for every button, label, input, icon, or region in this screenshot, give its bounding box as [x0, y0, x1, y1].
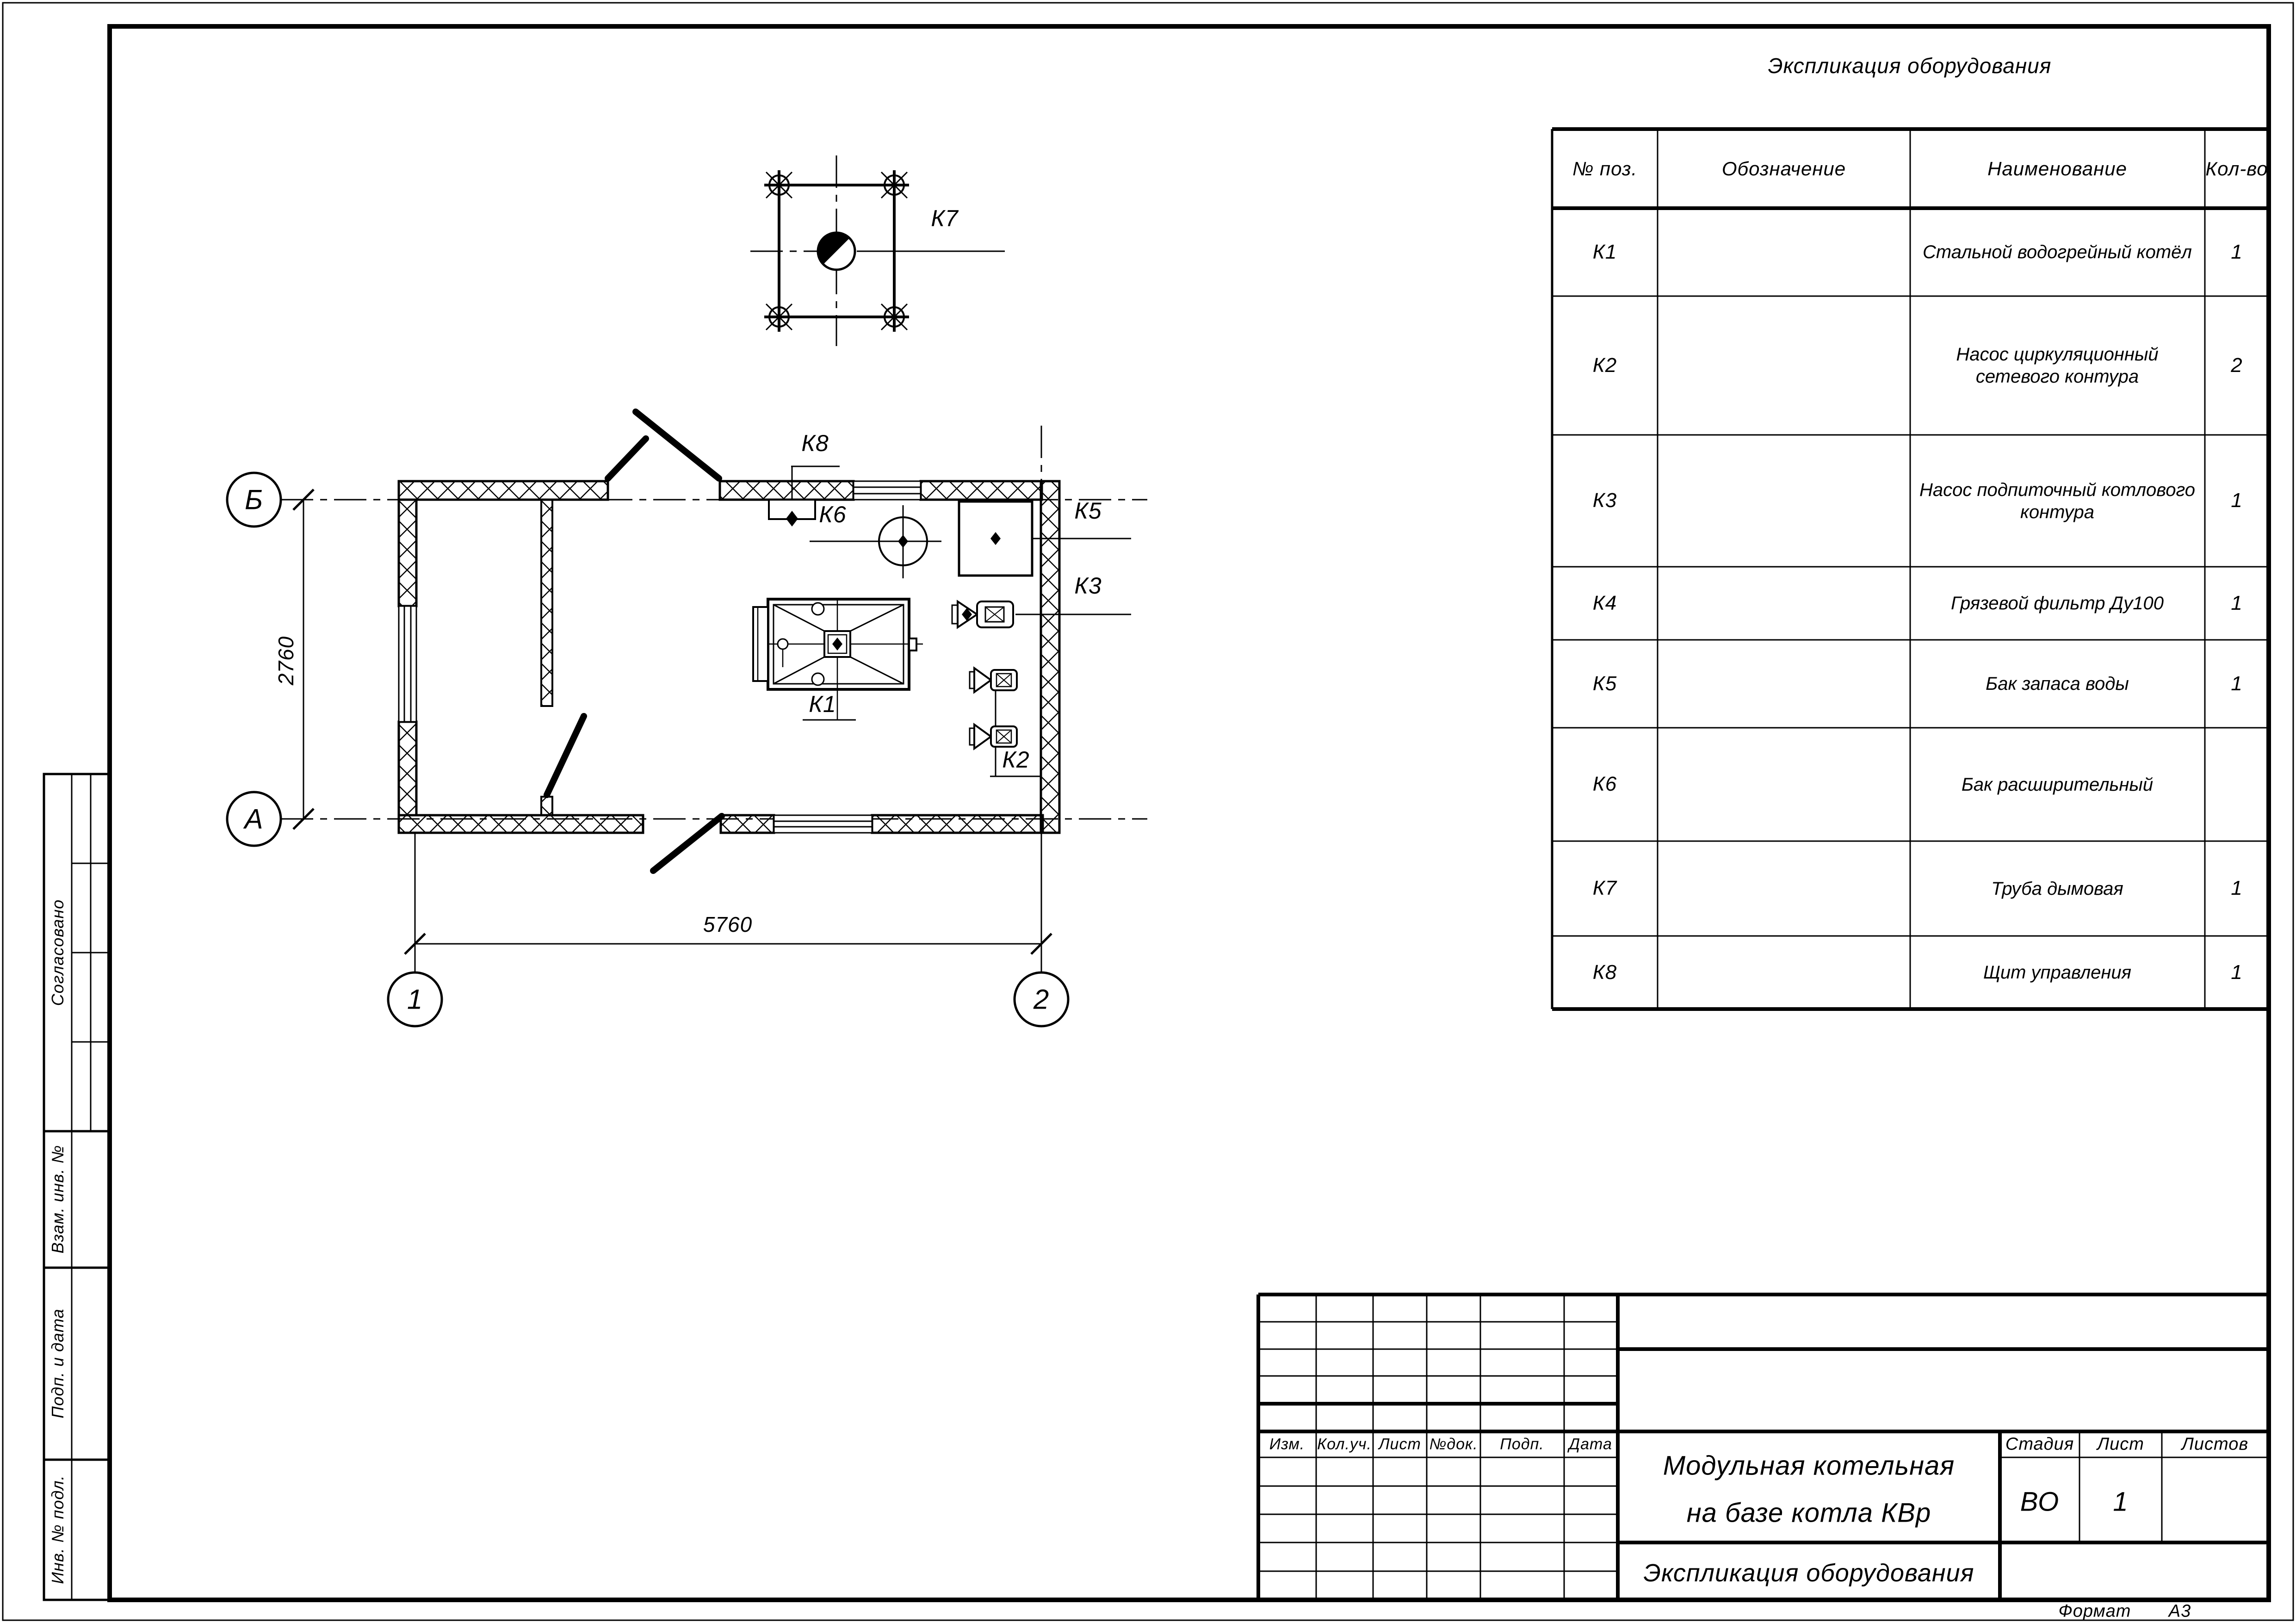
sidebar-inventory-original: Инв. № подл. [48, 1475, 67, 1584]
col-header-designation: Обозначение [1721, 158, 1846, 180]
table-row-name: Бак запаса воды [1986, 674, 2129, 694]
sheet-label: Лист [2097, 1434, 2144, 1454]
building-plan [227, 412, 1147, 1026]
revision-header-data: Дата [1569, 1435, 1612, 1453]
label-k5: К5 [1074, 498, 1102, 524]
table-row-name: Щит управления [1983, 962, 2132, 983]
equipment-table-title: Экспликация оборудования [1768, 54, 2052, 78]
project-title-line2: на базе котла КВр [1686, 1498, 1931, 1528]
label-k3: К3 [1074, 573, 1102, 599]
stage-label: Стадия [2005, 1434, 2074, 1454]
axis-label-b: Б [244, 484, 264, 515]
table-row-pos: К8 [1592, 961, 1617, 984]
table-row-pos: К5 [1592, 672, 1617, 695]
table-row-pos: К4 [1592, 592, 1617, 614]
sheets-label: Листов [2181, 1434, 2249, 1454]
label-k8: К8 [801, 430, 829, 456]
axis-label-1: 1 [407, 984, 423, 1015]
project-title-line1: Модульная котельная [1663, 1450, 1955, 1481]
document-title: Экспликация оборудования [1643, 1559, 1974, 1587]
table-row-qty: 1 [2231, 489, 2243, 512]
pump-k2-upper [970, 668, 1017, 692]
table-row-pos: К7 [1592, 877, 1617, 899]
label-k7: К7 [931, 205, 959, 231]
sidebar-replacement-inv: Взам. инв. № [48, 1145, 67, 1254]
label-k1: К1 [809, 691, 836, 717]
table-row-pos: К6 [1592, 773, 1617, 795]
axis-label-a: А [244, 803, 264, 835]
boiler-k1 [753, 599, 923, 720]
format-value: А3 [2168, 1601, 2191, 1621]
table-row-name: Насос циркуляционный сетевого контура [1956, 344, 2159, 387]
revision-header-koluch: Кол.уч. [1317, 1435, 1372, 1453]
table-row-name: Стальной водогрейный котёл [1923, 242, 2192, 262]
table-row-name: Труба дымовая [1991, 878, 2123, 899]
revision-header-ndok: №док. [1429, 1435, 1478, 1453]
table-row-pos: К2 [1592, 354, 1617, 377]
dimension-horizontal: 5760 [703, 912, 753, 936]
table-row-pos: К1 [1592, 241, 1617, 263]
dimension-vertical: 2760 [274, 636, 298, 686]
table-row-pos: К3 [1592, 489, 1617, 512]
table-row-name: Грязевой фильтр Ду100 [1951, 593, 2164, 613]
label-k2: К2 [1002, 747, 1030, 773]
sidebar-agreed: Согласовано [48, 899, 67, 1006]
table-row-name: Насос подпиточный котлового контура [1919, 479, 2196, 522]
table-row-qty: 1 [2231, 961, 2243, 984]
revision-header-izm: Изм. [1269, 1435, 1305, 1453]
sheet-value: 1 [2113, 1487, 2129, 1517]
revision-header-podp: Подп. [1500, 1435, 1544, 1453]
revision-header-list: Лист [1379, 1435, 1421, 1453]
table-row-name: Бак расширительный [1961, 774, 2154, 795]
stage-value: ВО [2020, 1487, 2060, 1517]
axis-label-2: 2 [1033, 984, 1050, 1015]
chimney-detail-k7 [750, 155, 1005, 346]
format-label: Формат [2058, 1601, 2131, 1621]
label-k6: К6 [819, 502, 847, 527]
col-header-pos: № поз. [1572, 158, 1638, 180]
table-row-qty: 1 [2231, 877, 2243, 899]
col-header-qty: Кол-во [2205, 158, 2268, 180]
table-row-qty: 1 [2231, 592, 2243, 614]
table-row-qty: 2 [2231, 354, 2243, 377]
table-row-qty: 1 [2231, 672, 2243, 695]
col-header-name: Наименование [1987, 158, 2127, 180]
table-row-qty: 1 [2231, 241, 2243, 263]
sidebar-signature-date: Подп. и дата [48, 1308, 67, 1419]
pump-k2-lower [970, 725, 1017, 749]
